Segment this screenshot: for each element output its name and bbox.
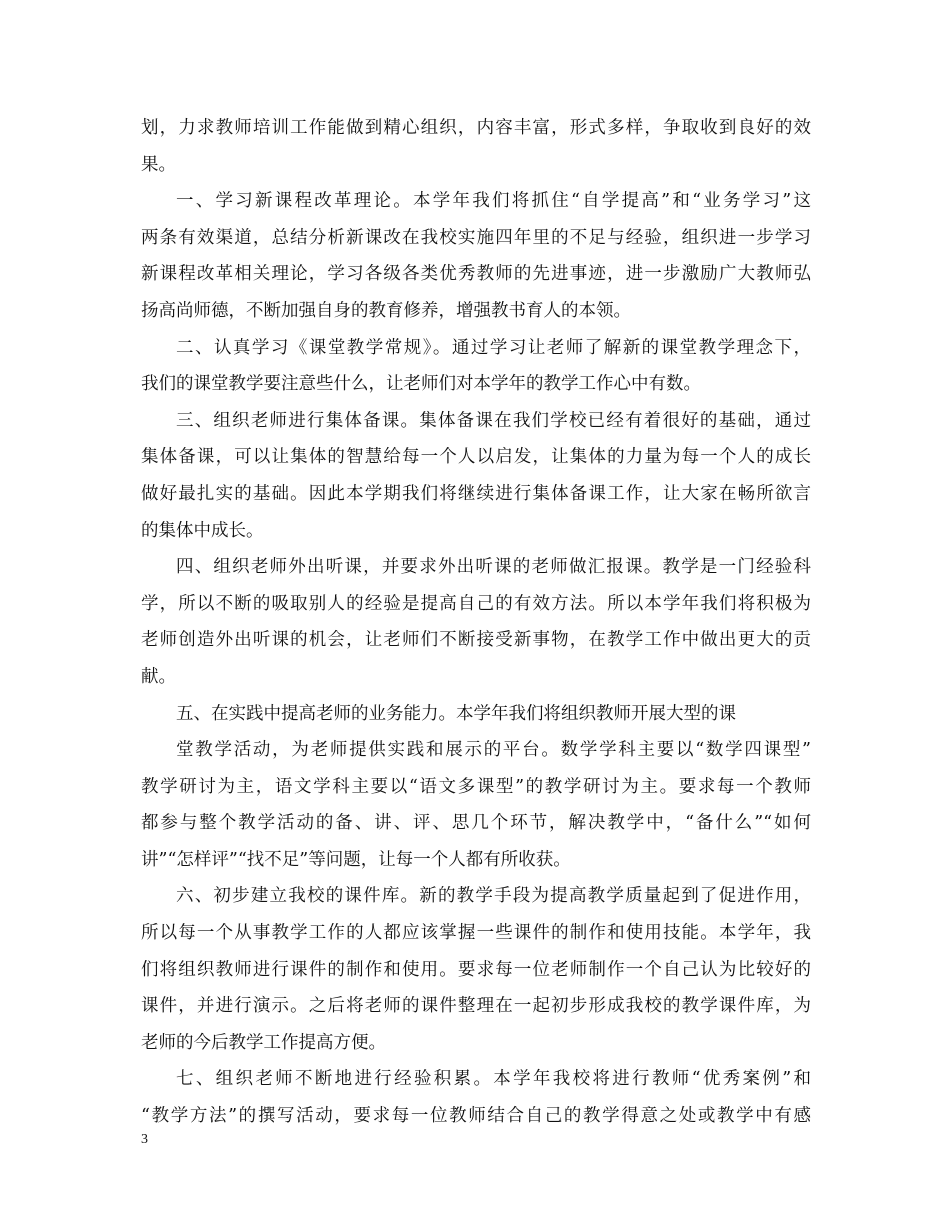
text-line: 新课程改革相关理论，学习各级各类优秀教师的先进事迹，进一步激励广大教师弘 (141, 264, 811, 285)
paragraph-first-line: 二、认真学习《课堂教学常规》。通过学习让老师了解新的课堂教学理念下， (176, 337, 811, 358)
text-line: 我们的课堂教学要注意些什么，让老师们对本学年的教学工作心中有数。 (141, 374, 701, 395)
text-line: 果。 (141, 154, 176, 175)
text-line: 们将组织教师进行课件的制作和使用。要求每一位老师制作一个自己认为比较好的 (141, 959, 811, 980)
text-line: 扬高尚师德，不断加强自身的教育修养，增强教书育人的本领。 (141, 300, 631, 321)
text-line: 做好最扎实的基础。因此本学期我们将继续进行集体备课工作，让大家在畅所欲言 (141, 483, 811, 504)
text-line: 都参与整个教学活动的备、讲、评、思几个环节，解决教学中，“备什么”“如何 (141, 813, 811, 834)
text-line: 老师的今后教学工作提高方便。 (141, 1032, 386, 1053)
text-line: 所以每一个从事教学工作的人都应该掌握一些课件的制作和使用技能。本学年，我 (141, 923, 811, 944)
text-line: 献。 (141, 666, 176, 687)
text-line: 课件，并进行演示。之后将老师的课件整理在一起初步形成我校的教学课件库，为 (141, 996, 811, 1017)
text-line: 教学研讨为主，语文学科主要以“语文多课型”的教学研讨为主。要求每一个教师 (141, 776, 811, 797)
text-line: 的集体中成长。 (141, 520, 264, 541)
paragraph-first-line: 三、组织老师进行集体备课。集体备课在我们学校已经有着很好的基础，通过 (176, 410, 811, 431)
paragraph-first-line: 一、学习新课程改革理论。本学年我们将抓住“自学提高”和“业务学习”这 (176, 191, 811, 212)
text-line: 堂教学活动，为老师提供实践和展示的平台。数学学科主要以“数学四课型” (176, 740, 811, 761)
text-line: 学，所以不断的吸取别人的经验是提高自己的有效方法。所以本学年我们将积极为 (141, 593, 811, 614)
text-line: 老师创造外出听课的机会，让老师们不断接受新事物，在教学工作中做出更大的贡 (141, 630, 811, 651)
text-line: 集体备课，可以让集体的智慧给每一个人以启发，让集体的力量为每一个人的成长 (141, 447, 811, 468)
paragraph-first-line: 七、组织老师不断地进行经验积累。本学年我校将进行教师“优秀案例”和 (176, 1069, 811, 1090)
text-line: 划，力求教师培训工作能做到精心组织，内容丰富，形式多样，争取收到良好的效 (141, 118, 811, 138)
paragraph-first-line: 四、组织老师外出听课，并要求外出听课的老师做汇报课。教学是一门经验科 (176, 557, 811, 578)
text-line: 两条有效渠道，总结分析新课改在我校实施四年里的不足与经验，组织进一步学习 (141, 227, 811, 248)
paragraph-first-line: 六、初步建立我校的课件库。新的教学手段为提高教学质量起到了促进作用， (176, 886, 811, 907)
page-number: 3 (141, 1132, 148, 1147)
body-text (141, 110, 811, 1135)
paragraph-first-line: 五、在实践中提高老师的业务能力。本学年我们将组织教师开展大型的课 (176, 703, 736, 724)
text-line: 讲”“怎样评”“找不足”等问题，让每一个人都有所收获。 (141, 849, 571, 870)
text-line: “教学方法”的撰写活动，要求每一位教师结合自己的教学得意之处或教学中有感 (141, 1106, 811, 1127)
